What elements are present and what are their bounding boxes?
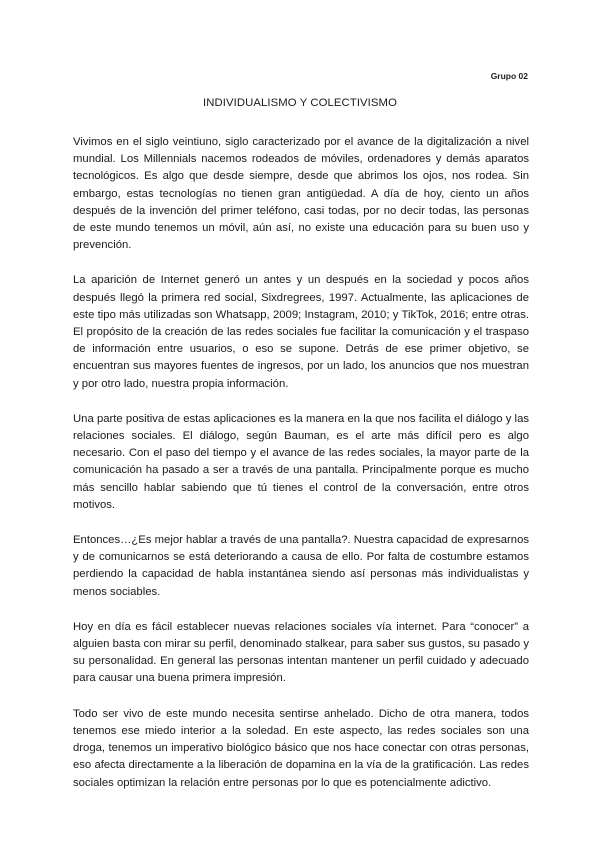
paragraph: Una parte positiva de estas aplicaciones es la manera en la que nos facilita el diálogo y las relaciones sociales. El diálogo, según Bauman, es el arte más difícil pero es algo necesario. Con el paso del tiempo y el avance de las redes sociales, la mayor parte de la comunicación ha pasado a ser a través de una pantalla. Principalmente porque es mucho más sencillo hablar sabiendo que tú tienes el control de la conversación, entre otros motivos. [73, 412, 529, 511]
paragraph: Vivimos en el siglo veintiuno, siglo caracterizado por el avance de la digitalización a nivel mundial. Los Millennials nacemos rodeados de móviles, ordenadores y demás aparatos tecnológicos. Es algo que desde siempre, desde que abrimos los ojos, nos rodea. Sin embargo, estas tecnologías no tienen gran antigüedad. A día de hoy, ciento un años después de la invención del primer teléfono, casi todas, por no decir todas, las personas de este mundo tenemos un móvil, aún así, no existe una educación para su buen uso y prevención. [73, 136, 529, 252]
paragraph: La aparición de Internet generó un antes y un después en la sociedad y pocos años después llegó la primera red social, Sixdregrees, 1997. Actualmente, las aplicaciones de este tipo más utilizadas son Whatsapp, 2009; Instagram, 2010; y TikTok, 2016; entre otras. El propósito de la creación de las redes sociales fue facilitar la comunicación y el traspaso de información entre usuarios, o eso se supone. Detrás de ese primer objetivo, se encuentran sus mayores fuentes de ingresos, por un lado, los anuncios que nos muestran y por otro lado, nuestra propia información. [73, 274, 529, 390]
page-title: INDIVIDUALISMO Y COLECTIVISMO [203, 97, 397, 109]
group-label: Grupo 02 [490, 71, 528, 81]
body-text [73, 134, 529, 810]
paragraph: Entonces…¿Es mejor hablar a través de una pantalla?. Nuestra capacidad de expresarnos y de comunicarnos se está deteriorando a causa de ello. Por falta de costumbre estamos perdiendo la capacidad de habla instantánea siendo así personas más individualistas y menos sociables. [73, 534, 529, 598]
paragraph: Hoy en día es fácil establecer nuevas relaciones sociales vía internet. Para “conocer” a alguien basta con mirar su perfil, denominado stalkear, para saber sus gustos, su pasado y su personalidad. En general las personas intentan mantener un perfil cuidado y adecuado para causar una buena primera impresión. [73, 620, 529, 685]
paragraph: Todo ser vivo de este mundo necesita sentirse anhelado. Dicho de otra manera, todos tenemos ese miedo interior a la soledad. En este aspecto, las redes sociales son una droga, tenemos un imperativo biológico básico que nos hace conectar con otras personas, eso afecta directamente a la liberación de dopamina en la vía de la gratificación. Las redes sociales optimizan la relación entre personas por lo que es potencialmente adictivo. [73, 707, 529, 789]
